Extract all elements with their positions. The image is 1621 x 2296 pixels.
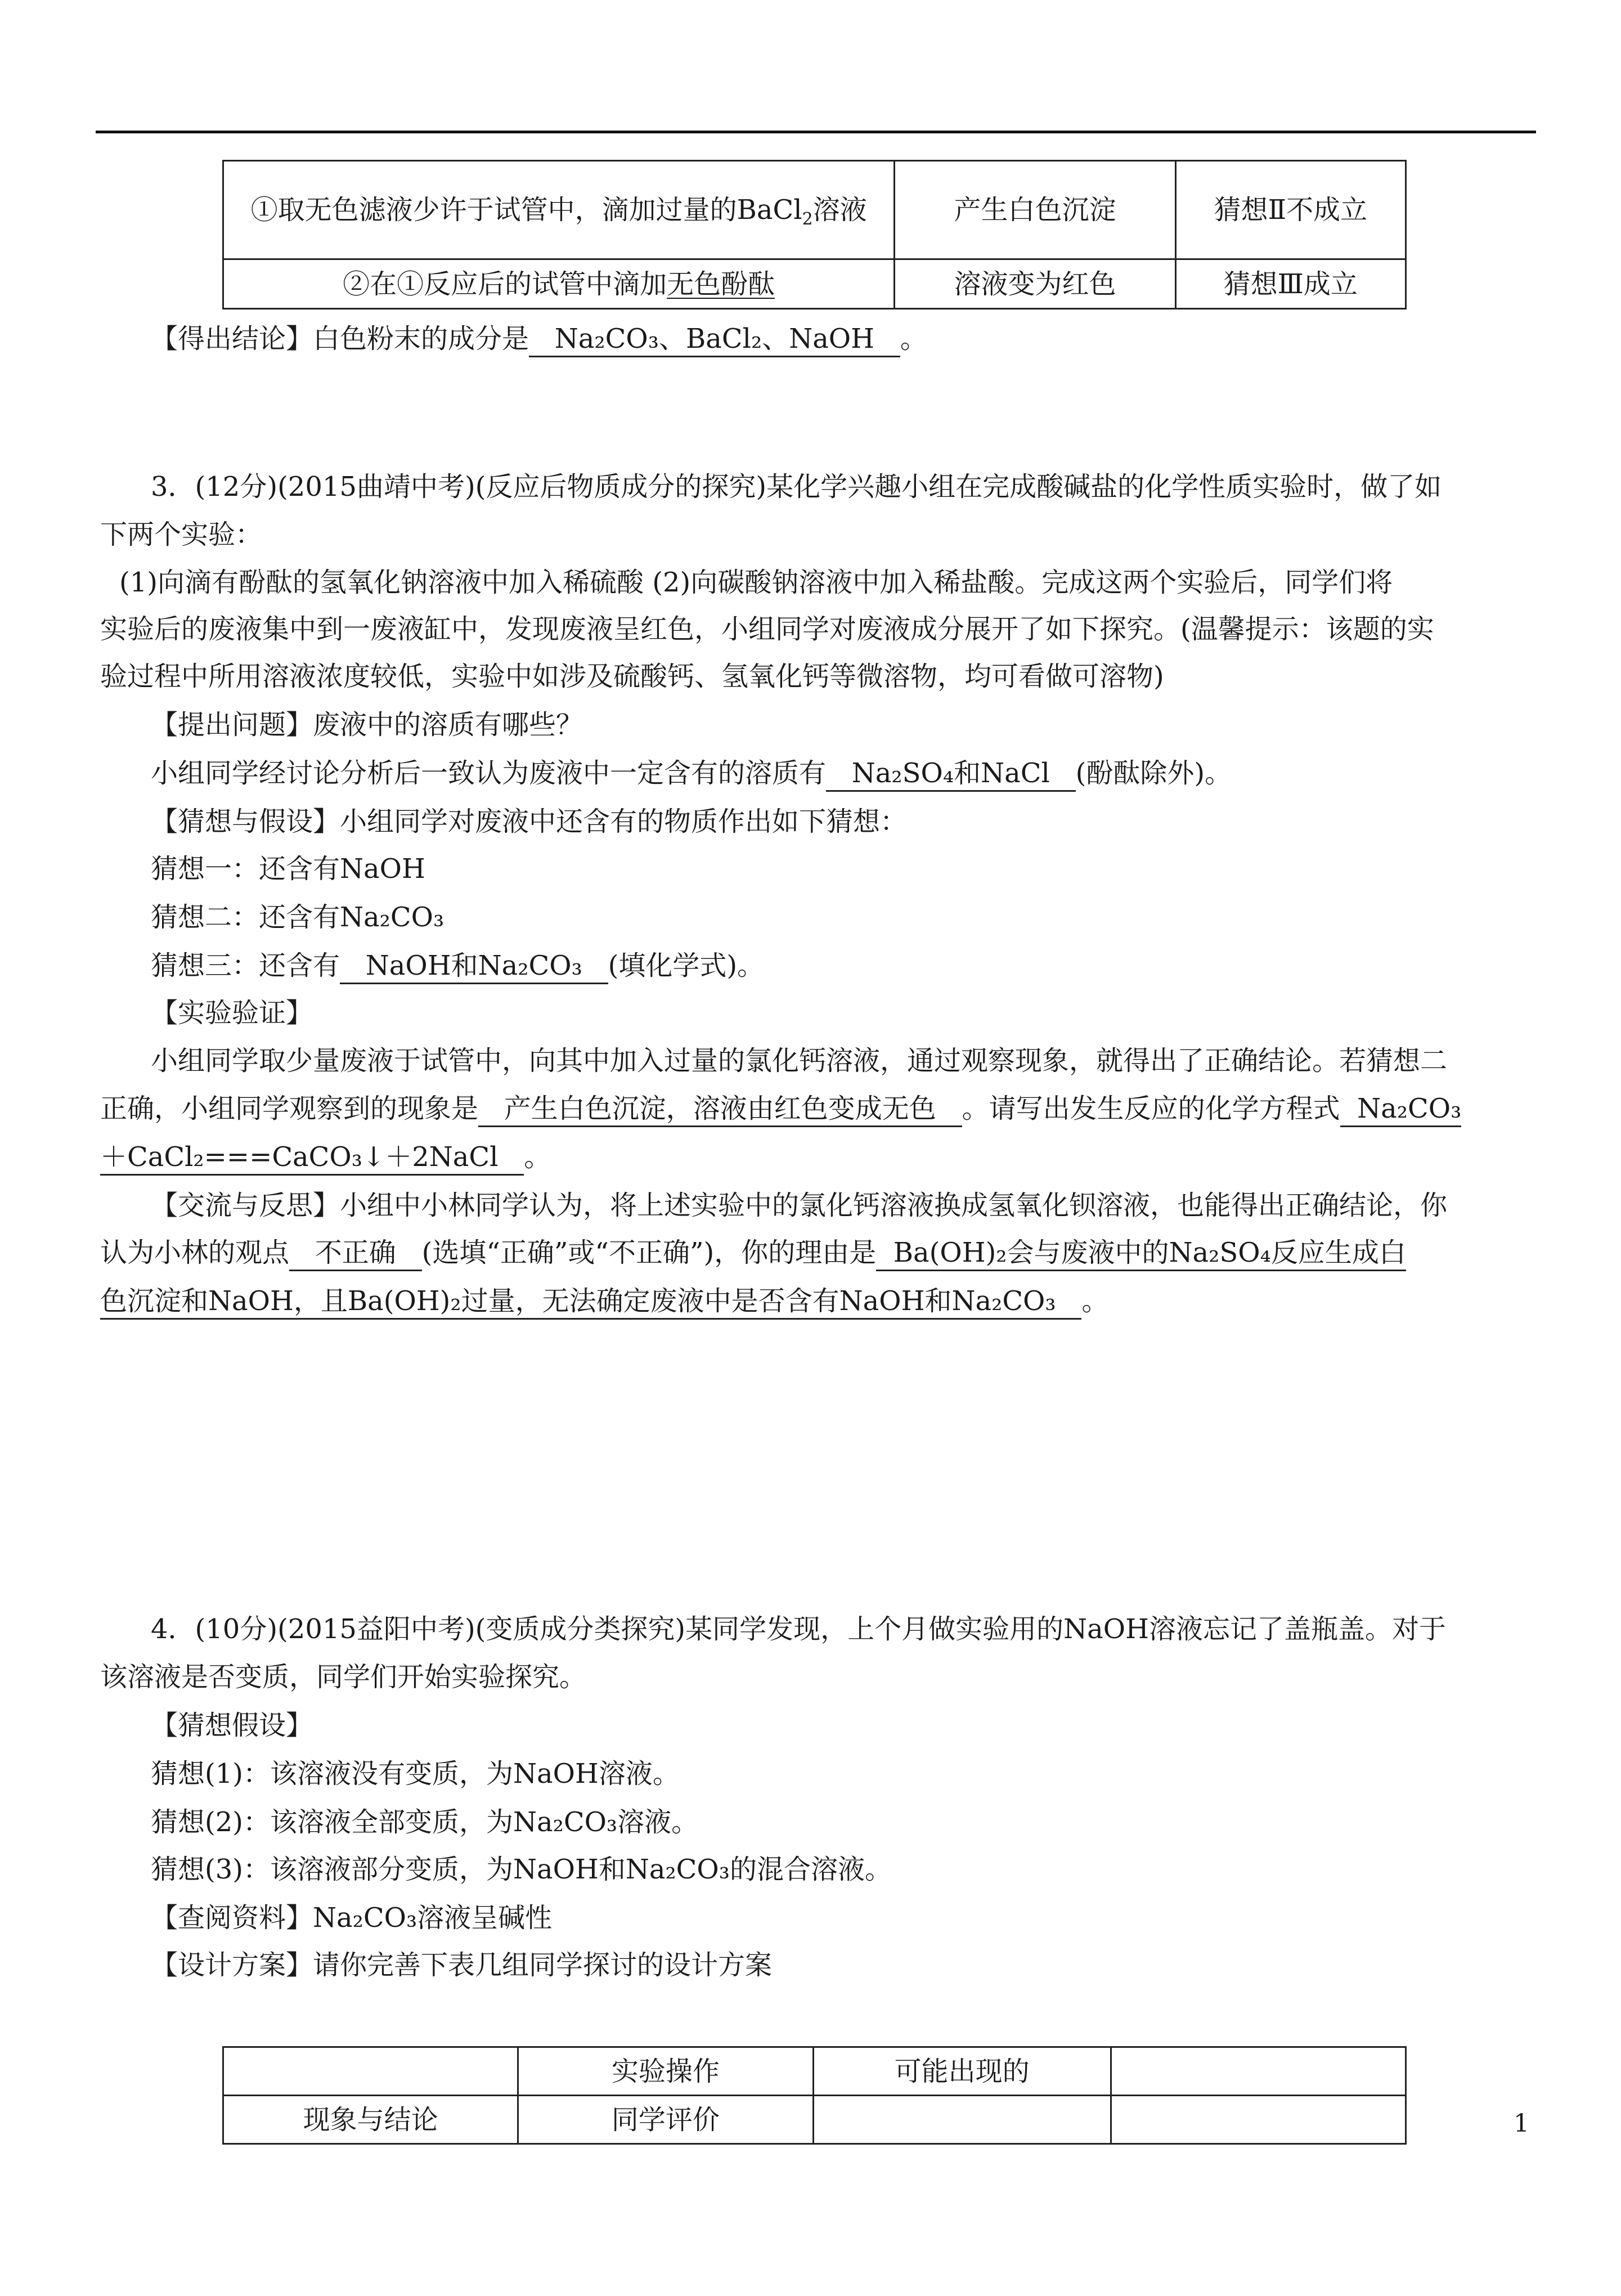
q3-line: 3．(12分)(2015曲靖中考)(反应后物质成分的探究)某化学兴趣小组在完成酸碱盐的化学性质实验时，做了如: [151, 471, 1442, 503]
q3-line: 猜想二：还含有Na₂CO₃: [151, 902, 444, 933]
conclusion-line: 【得出结论】白色粉末的成分是 Na₂CO₃、BaCl₂、NaOH 。: [151, 322, 927, 356]
answer-fill: Na₂CO₃、BaCl₂、NaOH: [529, 323, 900, 357]
answer-fill: 色沉淀和NaOH，且Ba(OH)₂过量，无法确定废液中是否含有NaOH和Na₂CO₃: [100, 1285, 1081, 1320]
q3-line: (1)向滴有酚酞的氢氧化钠溶液中加入稀硫酸 (2)向碳酸钠溶液中加入稀盐酸。完成这两个实验后，同学们将: [119, 567, 1393, 598]
q3-line: 【猜想与假设】小组同学对废液中还含有的物质作出如下猜想：: [151, 806, 908, 837]
q3-line: 色沉淀和NaOH，且Ba(OH)₂过量，无法确定废液中是否含有NaOH和Na₂CO₃ 。: [100, 1284, 1108, 1318]
table-cell-phenomenon: 溶液变为红色: [895, 259, 1175, 309]
answer-fill: 不正确: [289, 1237, 422, 1271]
answer-fill: NaOH和Na₂CO₃: [340, 950, 608, 984]
q4-line: 猜想(2)：该溶液全部变质，为Na₂CO₃溶液。: [151, 1806, 699, 1838]
q3-line: 下两个实验：: [100, 519, 263, 550]
table-cell: 现象与结论: [223, 2096, 518, 2144]
table-cell-phenomenon: 产生白色沉淀: [895, 161, 1175, 259]
table-row: [223, 2096, 1406, 2144]
page-number: 1: [1514, 2109, 1529, 2138]
q4-line: 猜想(1)：该溶液没有变质，为NaOH溶液。: [151, 1758, 680, 1790]
table-cell: 同学评价: [518, 2096, 813, 2144]
answer-fill: Na₂SO₄和NaCl: [826, 757, 1076, 792]
header-rule: [96, 131, 1536, 133]
table-row: [223, 259, 1406, 309]
table-cell: 实验操作: [518, 2047, 813, 2096]
table-cell: [223, 2047, 518, 2096]
q4-line: 4．(10分)(2015益阳中考)(变质成分类探究)某同学发现，上个月做实验用的NaOH溶液忘记了盖瓶盖。对于: [151, 1613, 1446, 1645]
q3-line: 【提出问题】废液中的溶质有哪些？: [151, 709, 583, 741]
answer-fill: 产生白色沉淀，溶液由红色变成无色: [478, 1093, 962, 1127]
answer-fill: 无色酚酞: [667, 268, 775, 300]
table-cell-conclusion: 猜想Ⅲ成立: [1175, 259, 1406, 309]
table-cell-operation: ①取无色滤液少许于试管中，滴加过量的BaCl$_2$溶液: [223, 161, 895, 259]
answer-fill: Ba(OH)₂会与废液中的Na₂SO₄反应生成白: [876, 1237, 1406, 1271]
table-row: [223, 161, 1406, 259]
table-row: [223, 2047, 1406, 2096]
q3-line: 认为小林的观点 不正确 (选填“正确”或“不正确”)，你的理由是 Ba(OH)₂会与废液中的Na₂SO₄反应生成白: [100, 1236, 1406, 1270]
answer-fill: ＋CaCl₂===CaCO₃↓＋2NaCl: [100, 1141, 524, 1176]
answer-fill: Na₂CO₃: [1340, 1093, 1462, 1127]
table-cell: [813, 2096, 1111, 2144]
q3-line: 小组同学取少量废液于试管中，向其中加入过量的氯化钙溶液，通过观察现象，就得出了正确结论。若猜想二: [151, 1045, 1448, 1077]
table-cell-conclusion: 猜想Ⅱ不成立: [1175, 161, 1406, 259]
experiment-table: [222, 160, 1407, 310]
q3-line: 验过程中所用溶液浓度较低，实验中如涉及硫酸钙、氢氧化钙等微溶物，均可看做可溶物): [100, 661, 1164, 692]
q4-line: 【设计方案】请你完善下表几组同学探讨的设计方案: [151, 1949, 773, 1981]
table-cell: [1111, 2047, 1406, 2096]
q3-line: 猜想三：还含有 NaOH和Na₂CO₃ (填化学式)。: [151, 949, 764, 983]
table-cell: [1111, 2096, 1406, 2144]
table-cell: 可能出现的: [813, 2047, 1111, 2096]
q3-line: 正确，小组同学观察到的现象是 产生白色沉淀，溶液由红色变成无色 。请写出发生反应的化学方程式 Na₂CO₃: [100, 1092, 1461, 1125]
q3-line: 实验后的废液集中到一废液缸中，发现废液呈红色，小组同学对废液成分展开了如下探究。(温馨提示：该题的实: [100, 613, 1434, 645]
q4-line: 【猜想假设】: [151, 1710, 313, 1741]
q3-line: 【实验验证】: [151, 997, 313, 1029]
q3-line: 【交流与反思】小组中小林同学认为，将上述实验中的氯化钙溶液换成氢氧化钡溶液，也能得出正确结论，你: [151, 1190, 1448, 1221]
table-cell-operation: ②在①反应后的试管中滴加无色酚酞: [223, 259, 895, 309]
q3-line: 猜想一：还含有NaOH: [151, 853, 425, 885]
q4-line: 【查阅资料】Na₂CO₃溶液呈碱性: [151, 1902, 553, 1934]
q3-line: 小组同学经讨论分析后一致认为废液中一定含有的溶质有 Na₂SO₄和NaCl (酚酞除外)。: [151, 756, 1232, 790]
q3-line: ＋CaCl₂===CaCO₃↓＋2NaCl 。: [100, 1140, 551, 1174]
design-table: [222, 2046, 1407, 2145]
q4-line: 该溶液是否变质，同学们开始实验探究。: [100, 1661, 587, 1693]
q4-line: 猜想(3)：该溶液部分变质，为NaOH和Na₂CO₃的混合溶液。: [151, 1854, 892, 1885]
